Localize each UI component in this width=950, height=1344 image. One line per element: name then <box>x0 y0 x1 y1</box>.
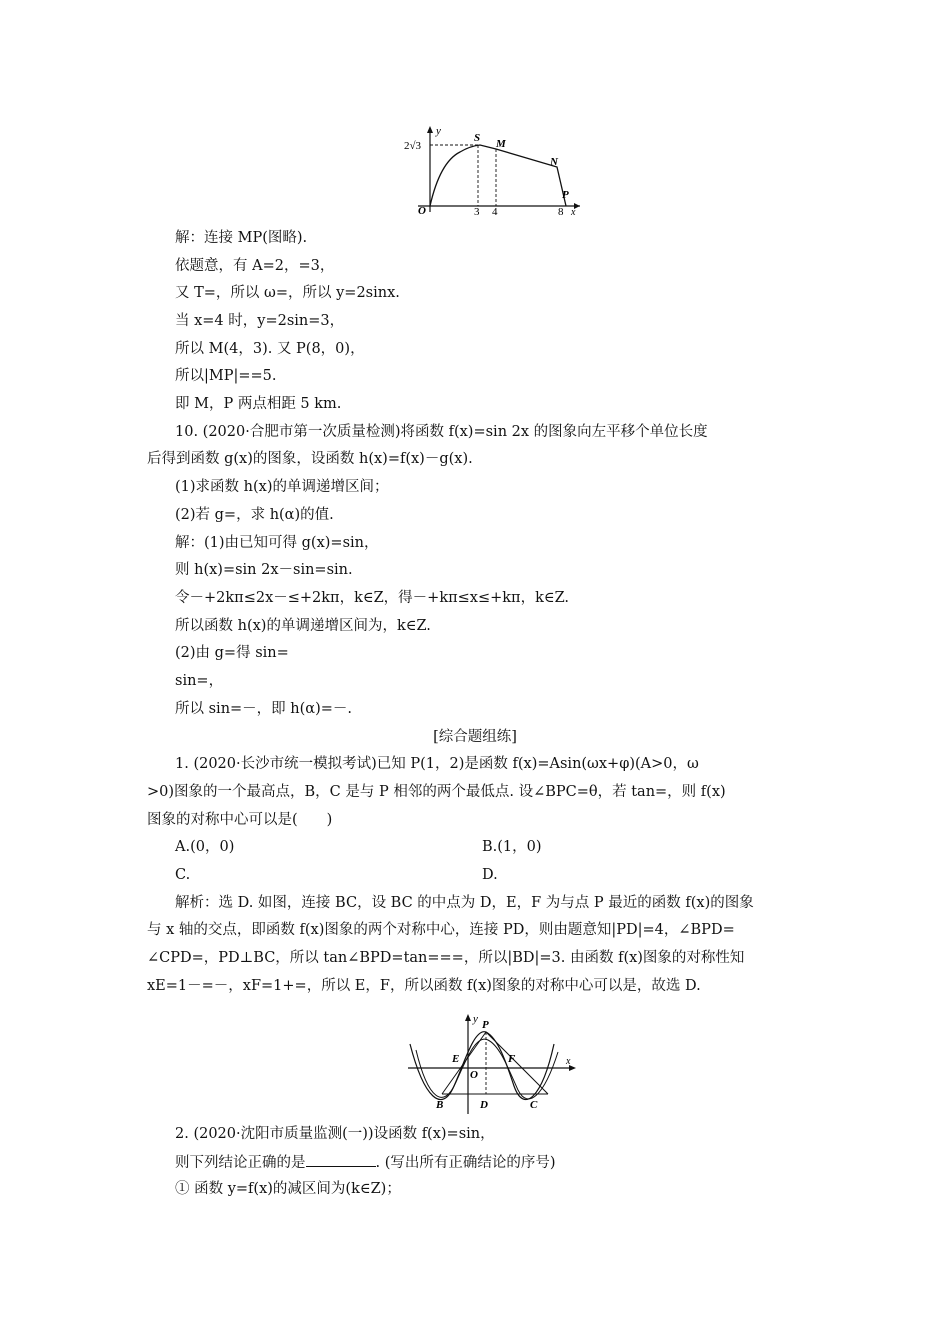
fig2-label-O: O <box>470 1069 478 1081</box>
text-line: 解：连接 MP(图略). <box>175 230 308 246</box>
fig2-label-y: y <box>473 1013 478 1025</box>
option-d: D. <box>482 867 498 883</box>
text-segment: 则下列结论正确的是 <box>175 1155 306 1171</box>
text-line: sin=， <box>175 673 224 689</box>
text-line: 令－+2kπ≤2x－≤+2kπ，k∈Z，得－+kπ≤x≤+kπ，k∈Z. <box>175 590 570 606</box>
fig1-label-M: M <box>496 138 506 150</box>
figure-2-diagram <box>402 1010 582 1118</box>
option-c: C. <box>175 867 191 883</box>
figure-1-diagram <box>400 122 590 217</box>
text-line: 依题意，有 A=2，=3， <box>175 258 335 274</box>
text-line: 解析：选 D. 如图，连接 BC，设 BC 的中点为 D，E，F 为与点 P 最近的函数 f(x)的图象 <box>175 895 754 911</box>
text-line: 则 h(x)=sin 2x－sin=sin. <box>175 562 353 578</box>
problem-1-line: 1. (2020·长沙市统一模拟考试)已知 P(1，2)是函数 f(x)=Asin(ωx+φ)(A>0，ω <box>175 756 699 772</box>
text-line: ∠CPD=，PD⊥BC，所以 tan∠BPD=tan===，所以|BD|=3. 由函数 f(x)图象的对称性知 <box>147 950 745 966</box>
text-line: (1)求函数 h(x)的单调递增区间； <box>175 479 389 495</box>
text-line: 所以函数 h(x)的单调递增区间为，k∈Z. <box>175 618 431 634</box>
fig2-label-F: F <box>508 1053 516 1065</box>
text-line: 解：(1)由已知可得 g(x)=sin， <box>175 535 379 551</box>
fig1-label-N: N <box>550 156 558 168</box>
text-line: (2)由 g=得 sin= <box>175 645 289 661</box>
fig2-label-E: E <box>452 1053 460 1065</box>
problem-2-line: 2. (2020·沈阳市质量监测(一))设函数 f(x)=sin， <box>175 1126 495 1142</box>
text-line: 图象的对称中心可以是( ) <box>147 812 333 828</box>
fig1-label-origin: O <box>418 205 426 217</box>
text-line: 又 T=，所以 ω=，所以 y=2sinx. <box>175 285 400 301</box>
fig2-label-D: D <box>480 1099 488 1111</box>
fig2-label-x: x <box>566 1056 571 1067</box>
text-line: (2)若 g=，求 h(α)的值. <box>175 507 334 523</box>
text-segment: . (写出所有正确结论的序号) <box>375 1155 556 1171</box>
text-line <box>175 1152 556 1173</box>
fig2-label-C: C <box>530 1099 538 1111</box>
text-line: 当 x=4 时，y=2sin=3， <box>175 313 345 329</box>
text-line: 所以 sin=－，即 h(α)=－. <box>175 701 352 717</box>
option-a: A.(0，0) <box>175 839 235 855</box>
fig2-label-B: B <box>436 1099 444 1111</box>
fig1-label-x3: 3 <box>474 206 480 217</box>
fig2-label-P: P <box>482 1019 489 1031</box>
text-line: >0)图象的一个最高点，B，C 是与 P 相邻的两个最低点. 设∠BPC=θ，若 tan=，则 f(x) <box>147 784 726 800</box>
text-line: ① 函数 y=f(x)的减区间为(k∈Z)； <box>175 1181 401 1197</box>
text-line: 与 x 轴的交点，即函数 f(x)图象的两个对称中心，连接 PD，则由题意知|PD|=4，∠BPD= <box>147 922 735 938</box>
fig1-label-y: y <box>436 125 441 137</box>
problem-10-line: 10. (2020·合肥市第一次质量检测)将函数 f(x)=sin 2x 的图象向左平移个单位长度 <box>175 424 708 440</box>
fig1-label-S: S <box>474 132 481 144</box>
answer-blank <box>306 1152 376 1167</box>
fig1-label-P: P <box>562 189 569 201</box>
fig1-label-ymark: 2√3 <box>404 140 422 152</box>
text-line: 所以 M(4，3). 又 P(8，0)， <box>175 341 365 357</box>
option-b: B.(1，0) <box>482 839 542 855</box>
section-heading: [综合题组练] <box>433 729 517 745</box>
text-line: 即 M，P 两点相距 5 km. <box>175 396 342 412</box>
fig1-label-x8: 8 <box>558 206 564 217</box>
text-line: 后得到函数 g(x)的图象，设函数 h(x)=f(x)－g(x). <box>147 451 473 467</box>
fig1-label-x4: 4 <box>492 206 498 217</box>
text-line: xE=1－=－，xF=1+=，所以 E，F，所以函数 f(x)图象的对称中心可以是，故选 D. <box>147 978 701 994</box>
text-line: 所以|MP|==5. <box>175 368 277 384</box>
fig1-label-x: x <box>571 207 576 217</box>
